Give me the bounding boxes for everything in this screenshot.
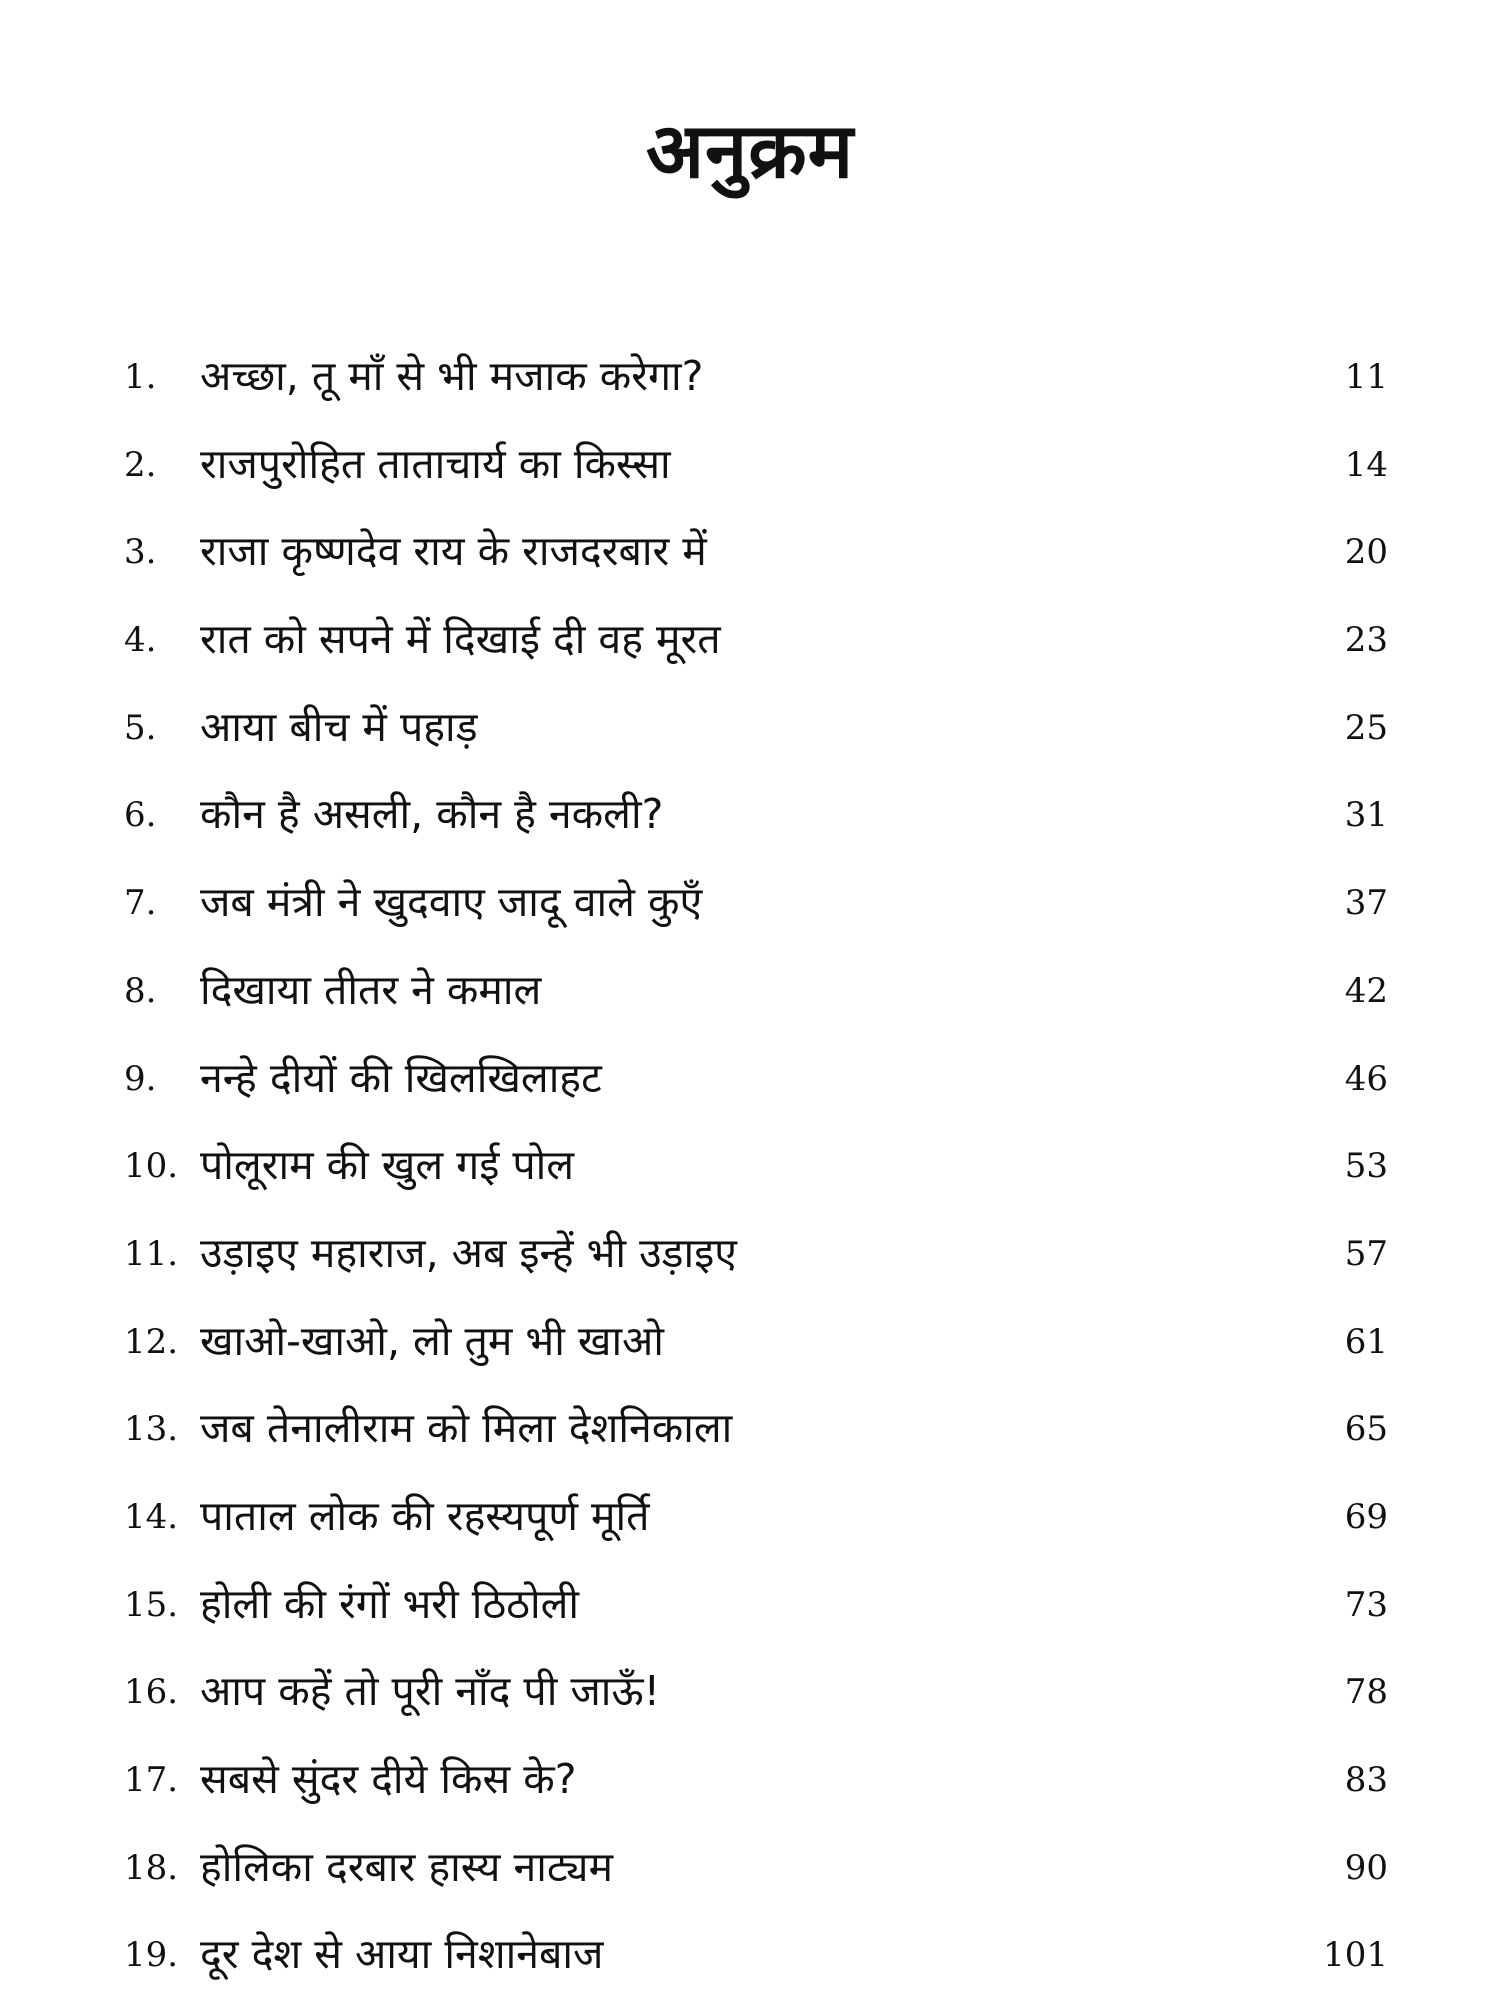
entry-title: जब तेनालीराम को मिला देशनिकाला — [200, 1404, 733, 1453]
entry-page-number: 101 — [1323, 1935, 1388, 1976]
entry-page-number: 65 — [1344, 1409, 1388, 1450]
entry-number: 6. — [124, 795, 157, 836]
toc-entry — [0, 866, 1500, 954]
toc-entry — [0, 1480, 1500, 1568]
entry-number: 3. — [124, 532, 157, 573]
entry-number: 12. — [124, 1321, 179, 1362]
entry-page-number: 14 — [1344, 444, 1388, 485]
entry-title: राजपुरोहित ताताचार्य का किस्सा — [200, 439, 671, 488]
entry-page-number: 83 — [1344, 1760, 1388, 1800]
toc-entry — [0, 603, 1500, 691]
toc-entry — [0, 1568, 1500, 1656]
entry-page-number: 42 — [1344, 970, 1388, 1011]
entry-number: 2. — [124, 444, 157, 485]
entry-page-number: 46 — [1344, 1058, 1388, 1099]
entry-number: 10. — [124, 1146, 179, 1187]
toc-entry — [0, 1392, 1500, 1480]
entry-title: उड़ाइए महाराज, अब इन्हें भी उड़ाइए — [200, 1228, 737, 1277]
entry-number: 13. — [124, 1409, 179, 1450]
entry-title: होलिका दरबार हास्य नाट्यम — [200, 1842, 613, 1891]
entry-number: 9. — [124, 1058, 157, 1099]
entry-page-number: 61 — [1344, 1321, 1388, 1362]
entry-title: कौन है असली, कौन है नकली? — [200, 790, 664, 839]
toc-entry — [0, 778, 1500, 866]
entry-title: नन्हे दीयों की खिलखिलाहट — [200, 1053, 602, 1102]
entry-page-number: 57 — [1344, 1233, 1388, 1274]
entry-number: 5. — [124, 707, 157, 748]
entry-page-number: 78 — [1344, 1672, 1388, 1713]
entry-title: पोलूराम की खुल गई पोल — [200, 1141, 575, 1190]
entry-title: आया बीच में पहाड़ — [200, 702, 478, 751]
toc-entry — [0, 691, 1500, 779]
entry-number: 8. — [124, 970, 157, 1011]
toc-entry — [0, 515, 1500, 603]
entry-title: राजा कृष्णदेव राय के राजदरबार में — [200, 527, 707, 576]
entry-title: सबसे सुंदर दीये किस के? — [200, 1755, 577, 1803]
toc-entry — [0, 1918, 1500, 2006]
entry-page-number: 25 — [1344, 707, 1388, 748]
toc-entry — [0, 428, 1500, 516]
entry-title: आप कहें तो पूरी नाँद पी जाऊँ! — [200, 1667, 661, 1716]
entry-number: 19. — [124, 1935, 179, 1976]
entry-number: 15. — [124, 1584, 179, 1625]
page-title: अनुक्रम — [645, 106, 855, 195]
entry-title: दिखाया तीतर ने कमाल — [200, 965, 542, 1014]
entry-title: जब मंत्री ने खुदवाए जादू वाले कुएँ — [200, 878, 703, 927]
entry-number: 14. — [124, 1496, 179, 1537]
toc-entry — [0, 954, 1500, 1042]
entry-title: खाओ-खाओ, लो तुम भी खाओ — [200, 1316, 665, 1365]
entry-number: 11. — [124, 1233, 179, 1274]
entry-page-number: 69 — [1344, 1496, 1388, 1537]
entry-number: 4. — [124, 620, 157, 661]
entry-page-number: 90 — [1344, 1847, 1388, 1888]
entry-page-number: 31 — [1344, 795, 1388, 836]
entry-number: 17. — [124, 1760, 179, 1800]
toc-entry — [0, 1305, 1500, 1393]
toc-entry — [0, 340, 1500, 428]
entry-page-number: 53 — [1344, 1146, 1388, 1187]
toc-entry — [0, 1743, 1500, 1831]
table-of-contents — [0, 340, 1500, 2006]
entry-title: रात को सपने में दिखाई दी वह मूरत — [200, 615, 721, 664]
entry-number: 18. — [124, 1847, 179, 1888]
entry-number: 16. — [124, 1672, 179, 1713]
entry-number: 1. — [124, 357, 157, 397]
toc-entry — [0, 1831, 1500, 1919]
entry-title: पाताल लोक की रहस्यपूर्ण मूर्ति — [200, 1491, 650, 1540]
toc-entry — [0, 1129, 1500, 1217]
entry-page-number: 23 — [1344, 620, 1388, 661]
entry-number: 7. — [124, 883, 157, 924]
toc-entry — [0, 1655, 1500, 1743]
entry-title: अच्छा, तू माँ से भी मजाक करेगा? — [200, 352, 704, 400]
entry-title: होली की रंगों भरी ठिठोली — [200, 1579, 580, 1628]
entry-page-number: 11 — [1344, 357, 1388, 397]
entry-title: दूर देश से आया निशानेबाज — [200, 1930, 604, 1979]
entry-page-number: 37 — [1344, 883, 1388, 924]
entry-page-number: 73 — [1344, 1584, 1388, 1625]
entry-page-number: 20 — [1344, 532, 1388, 573]
toc-entry — [0, 1042, 1500, 1130]
toc-entry — [0, 1217, 1500, 1305]
